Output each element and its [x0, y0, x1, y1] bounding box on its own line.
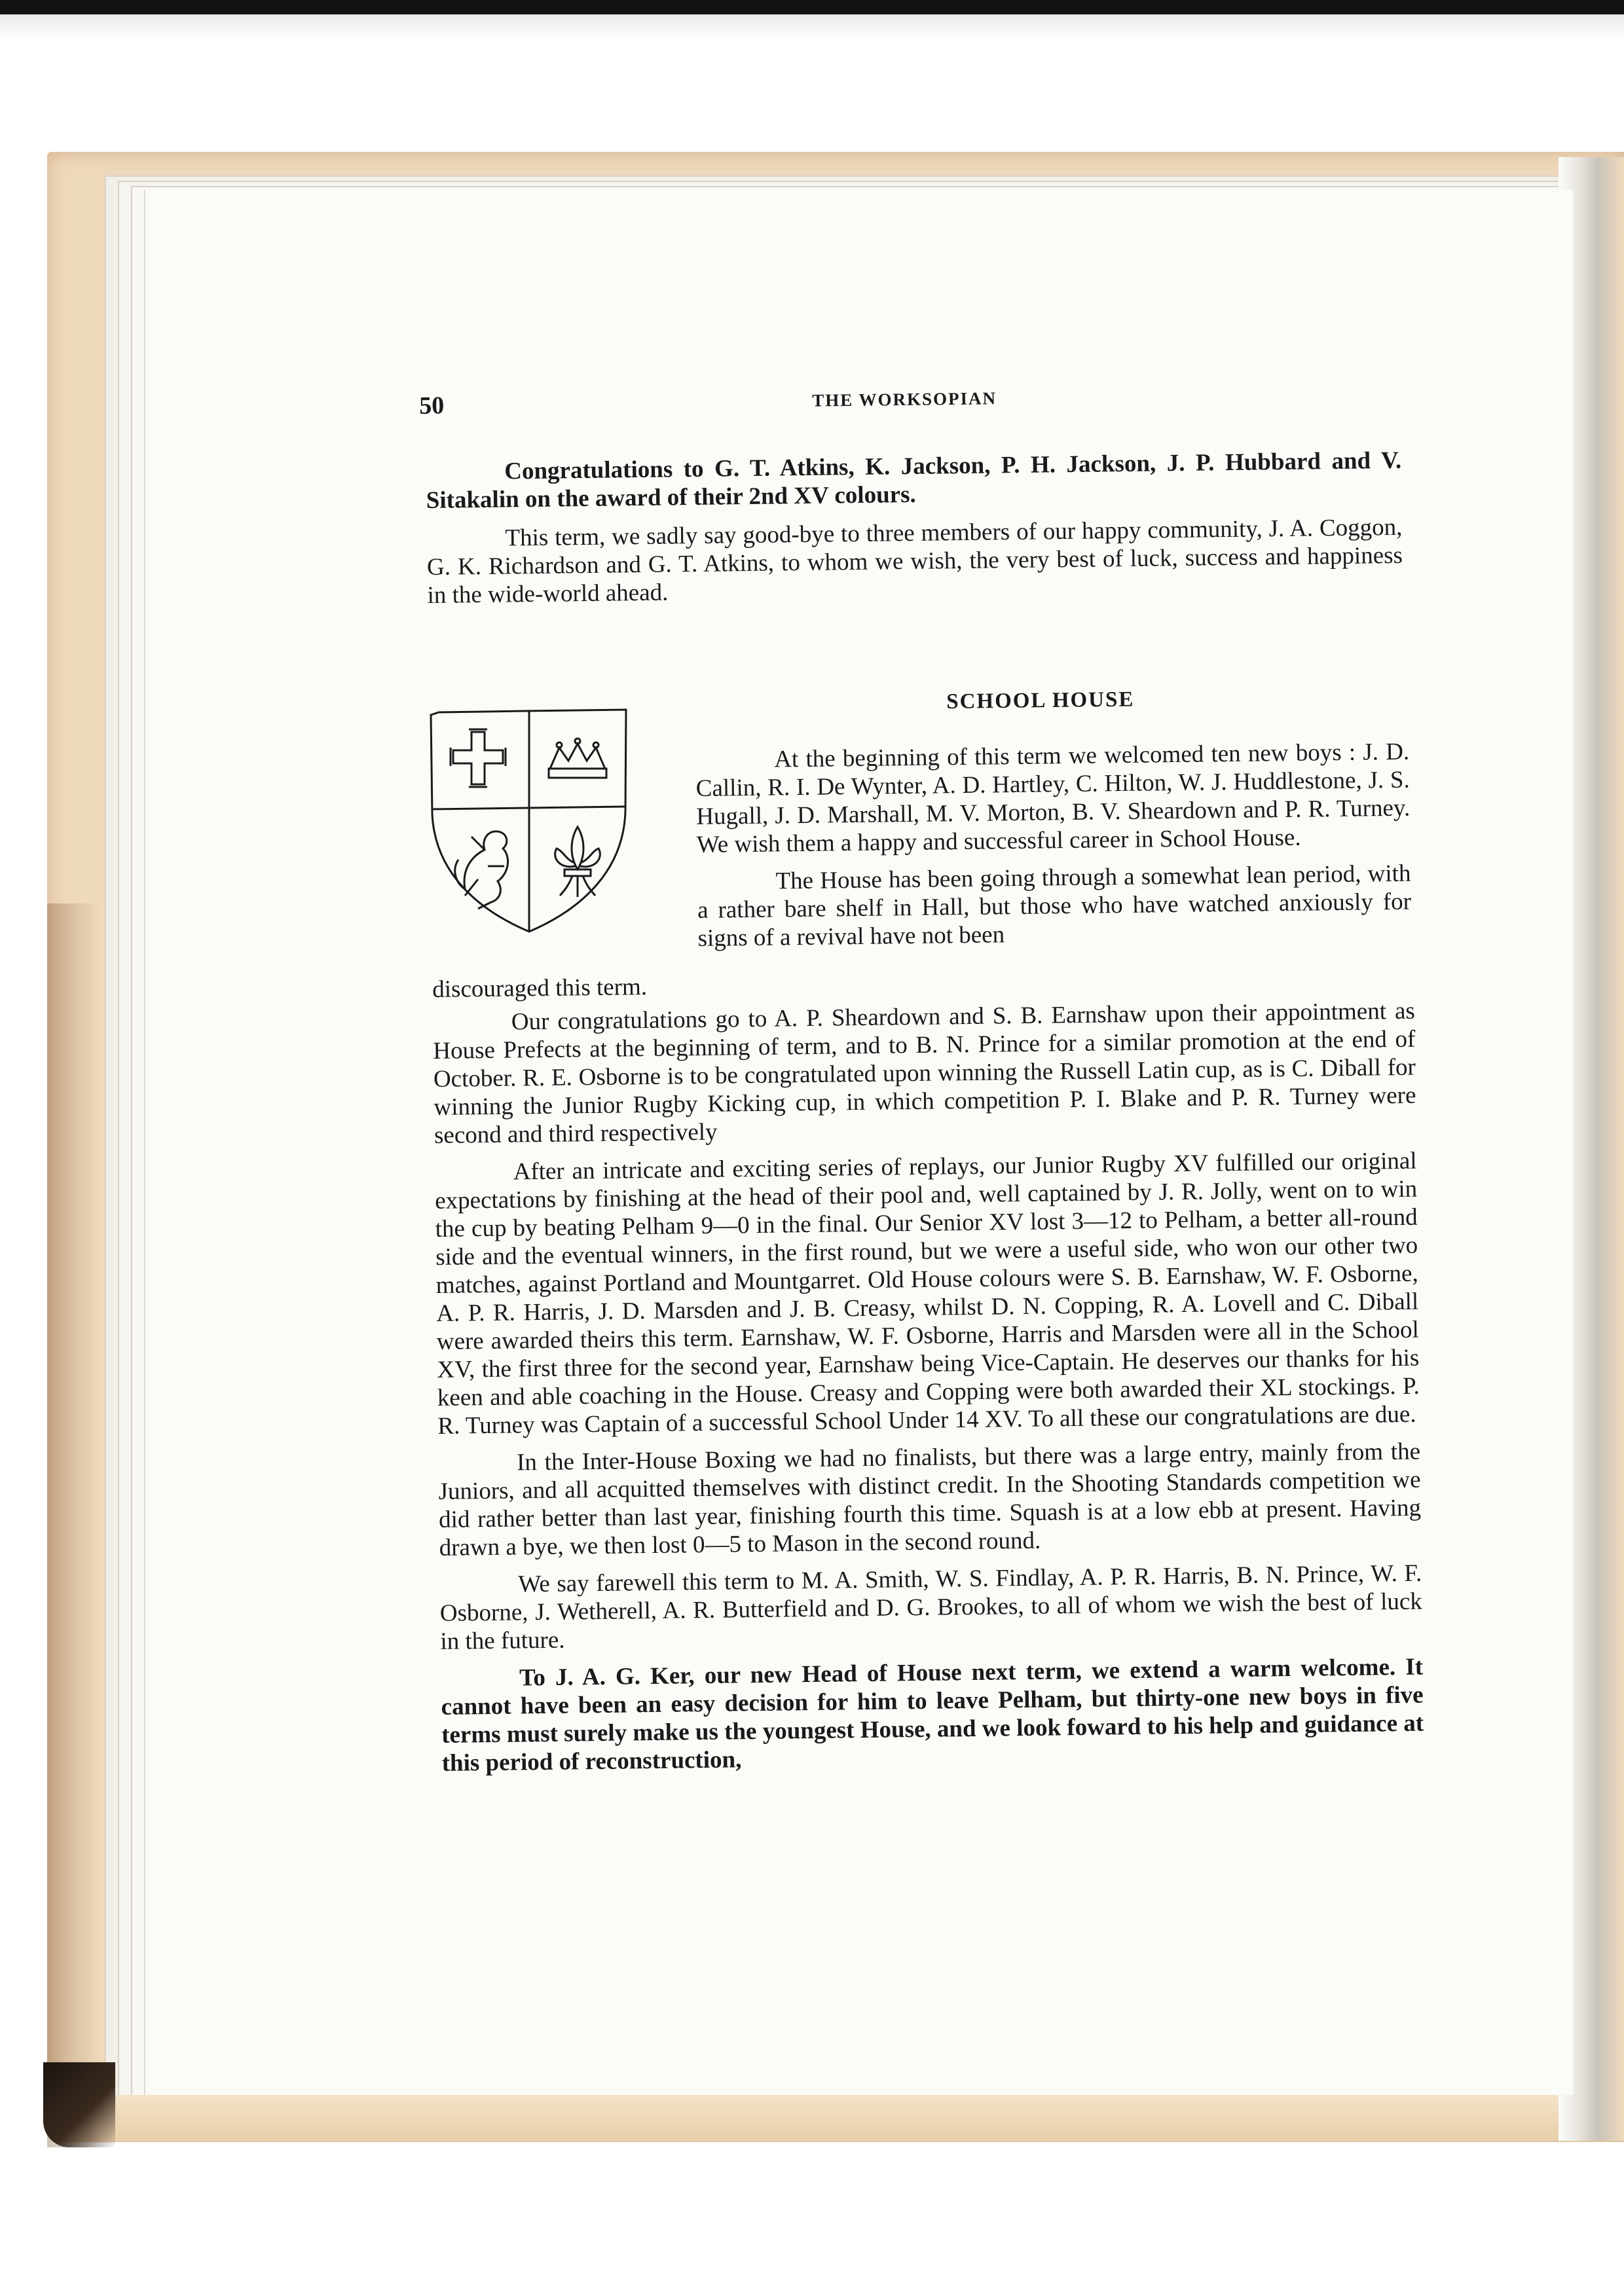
intro-text	[426, 446, 1403, 620]
paragraph: In the Inter-House Boxing we had no finalists, but there was a large entry, mainly from the Juniors, and all acquitted themselves with distinct credit. In the Shooting Standards competition we did rather better than last year, finishing fourth this time. Squash is at a low ebb at present. Having drawn a bye, we then lost 0—5 to Mason in the second round.	[438, 1438, 1422, 1561]
scanner-edge	[0, 0, 1624, 14]
fleur-de-lis-icon	[555, 827, 600, 897]
section-title: SCHOOL HOUSE	[946, 687, 1135, 714]
scanner-edge-fade	[0, 14, 1624, 41]
section-intro-text	[695, 738, 1412, 953]
cross-icon	[451, 729, 506, 787]
cover-bottom-edge	[98, 2095, 1624, 2141]
paragraph: To J. A. G. Ker, our new Head of House next term, we extend a warm welcome. It cannot have been an easy decision for him to leave Pelham, but thirty-one new boys in five terms must surely make us the youngest House, and we look foward to his help and guidance at this period of reconstruction,	[441, 1653, 1424, 1777]
cover-corner-wear	[43, 2062, 115, 2147]
running-title: THE WORKSOPIAN	[812, 388, 997, 410]
section-body-text	[432, 964, 1424, 1787]
lion-rampant-icon	[455, 831, 508, 909]
paragraph: Congratulations to G. T. Atkins, K. Jackson, P. H. Jackson, J. P. Hubbard and V. Sitakalin on the award of their 2nd XV colours.	[426, 446, 1402, 514]
paragraph: At the beginning of this term we welcomed ten new boys : J. D. Callin, R. I. De Wynter, A. D. Hartley, C. Hilton, W. J. Huddlestone, J. S. Hugall, J. D. Marshall, M. V. Morton, B. V. Sheardown and P. R. Turney. We wish them a happy and successful career in School House.	[695, 738, 1411, 858]
crown-icon	[549, 738, 606, 778]
page-number: 50	[419, 392, 445, 420]
paragraph: The House has been going through a somewhat lean period, with a rather bare shelf in Hall, but those who have watched anxiously for signs of a revival have not been	[697, 860, 1412, 952]
paragraph: We say farewell this term to M. A. Smith, W. S. Findlay, A. P. R. Harris, B. N. Prince, W. F. Osborne, J. Wetherell, A. R. Butterfield and D. G. Brookes, to all of whom we wish the best of luck in the future.	[439, 1559, 1423, 1655]
paragraph: Our congratulations go to A. P. Sheardown and S. B. Earnshaw upon their appointment as House Prefects at the beginning of term, and to B. N. Prince for a similar promotion at the end of October. R. E. Osborne is to be congratulated upon winning the Russell Latin cup, as is C. Diball for winning the Junior Rugby Kicking cup, in which competition P. I. Blake and P. R. Turney were second and third respectively	[433, 997, 1416, 1149]
cover-shadow	[47, 903, 100, 2147]
paragraph-continued: discouraged this term.	[432, 973, 648, 1003]
house-crest-shield-icon	[426, 706, 632, 935]
paragraph: This term, we sadly say good-bye to three members of our happy community, J. A. Coggon, G. K. Richardson and G. T. Atkins, to whom we wish, the very best of luck, success and happiness in the wide-world ahead.	[426, 513, 1403, 609]
paragraph: After an intricate and exciting series of replays, our Junior Rugby XV fulfilled our original expectations by finishing at the head of their pool and, well captained by J. R. Jolly, went on to win the cup by beating Pelham 9—0 in the final. Our Senior XV lost 3—12 to Pelham, a better all-round side and the eventual winners, in the first round, but we were a useful side, who won our other two matches, against Portland and Mountgarret. Old House colours were S. B. Earnshaw, W. F. Osborne, A. P. R. Harris, J. D. Marsden and J. B. Creasy, whilst D. N. Copping, R. A. Lovell and C. Diball were awarded theirs this term. Earnshaw, W. F. Osborne, Harris and Marsden were all in the School XV, the first three for the second year, Earnshaw being Vice-Captain. He deserves our thanks for his keen and able coaching in the House. Creasy and Copping were both awarded their XL stockings. P. R. Turney was Captain of a successful School Under 14 XV. To all these our congratulations are due.	[434, 1147, 1420, 1440]
